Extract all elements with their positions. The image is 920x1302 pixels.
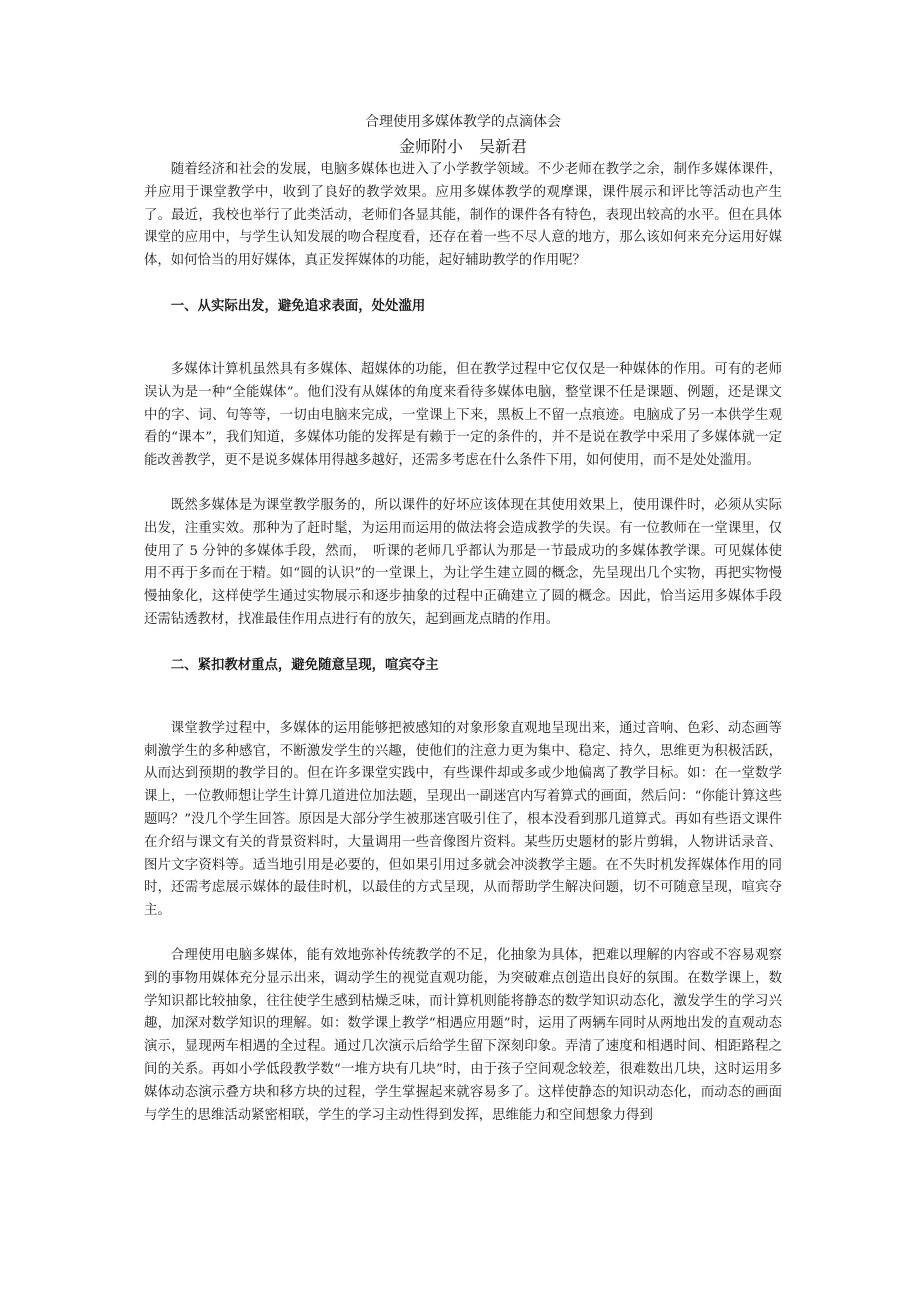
spacer — [144, 676, 782, 698]
spacer — [144, 273, 782, 295]
section1-heading: 一、从实际出发，避免追求表面，处处滥用 — [170, 297, 426, 314]
document-page — [144, 112, 782, 1127]
section2-heading: 二、紧扣教材重点，避免随意呈现，喧宾夺主 — [170, 656, 439, 673]
section2-paragraph-2: 合理使用电脑多媒体，能有效地弥补传统教学的不足，化抽象为具体，把难以理解的内容或不容易观察到的事物用媒体充分显示出来，调动学生的视觉直观功能，为突破难点创造出良好的氛围。在数学课上，数学知识都比较抽象，往往使学生感到枯燥乏味，而计算机则能将静态的数学知识动态化，激发学生的学习兴趣，加深对数学知识的理解。如：数学课上教学“相遇应用题”时，运用了两辆车同时从两地出发的直观动态演示，显现两车相遇的全过程。通过几次演示后给学生留下深刻印象。弄清了速度和相遇时间、相距路程之间的关系。再如小学低段教学数“一堆方块有几块”时，由于孩子空间观念较差，很难数出几块，这时运用多媒体动态演示叠方块和移方块的过程，学生掌握起来就容易多了。这样使静态的知识动态化，而动态的画面与学生的思维活动紧密相联，学生的学习主动性得到发挥，思维能力和空间想象力得到 — [144, 947, 782, 1123]
spacer — [144, 317, 782, 339]
author-line: 金师附小 吴新君 — [398, 137, 527, 156]
spacer — [144, 339, 782, 359]
document-title: 合理使用多媒体教学的点滴体会 — [365, 114, 561, 130]
section1-paragraph-1: 多媒体计算机虽然具有多媒体、超媒体的功能，但在教学过程中它仅仅是一种媒体的作用。可有的老师误认为是一种“全能媒体”。他们没有从媒体的角度来看待多媒体电脑，整堂课不任是课题、例题，还是课文中的字、词、句等等，一切由电脑来完成，一堂课上下来，黑板上不留一点痕迹。电脑成了另一本供学生观看的“课本”，我们知道，多媒体功能的发挥是有赖于一定的条件的，并不是说在教学中采用了多媒体就一定能改善教学，更不是说多媒体用得越多越好，还需多考虑在什么条件下用，如何使用，而不是处处滥用。 — [144, 361, 782, 469]
spacer — [144, 473, 782, 495]
spacer — [144, 632, 782, 654]
section2-paragraph-1: 课堂教学过程中，多媒体的运用能够把被感知的对象形象直观地呈现出来，通过音响、色彩、动态画等刺激学生的多种感官，不断激发学生的兴趣，使他们的注意力更为集中、稳定、持久，思维更为积极活跃，从而达到预期的教学目的。但在许多课堂实践中，有些课件却或多或少地偏离了教学目标。如：在一堂数学课上，一位教师想让学生计算几道进位加法题，呈现出一副迷宫内写着算式的画面，然后问：“你能计算这些题吗？”没几个学生回答。原因是大部分学生被那迷宫吸引住了，根本没看到那几道算式。再如有些语文课件在介绍与课文有关的背景资料时，大量调用一些音像图片资料。某些历史题材的影片剪辑，人物讲话录音、图片文字资料等。适当地引用是必要的，但如果引用过多就会冲淡教学主题。在不失时机发挥媒体作用的同时，还需考虑展示媒体的最佳时机，以最佳的方式呈现，从而帮助学生解决问题，切不可随意呈现，喧宾夺主。 — [144, 720, 782, 919]
spacer — [144, 923, 782, 945]
spacer — [144, 698, 782, 718]
intro-paragraph: 随着经济和社会的发展，电脑多媒体也进入了小学教学领域。不少老师在教学之余，制作多媒体课件，并应用于课堂教学中，收到了良好的教学效果。应用多媒体教学的观摩课，课件展示和评比等活动也产生了。最近，我校也举行了此类活动，老师们各显其能，制作的课件各有特色，表现出较高的水平。但在具体课堂的应用中，与学生认知发展的吻合程度看，还存在着一些不尽人意的地方，那么该如何来充分运用好媒体，如何恰当的用好媒体，真正发挥媒体的功能，起好辅助教学的作用呢？ — [144, 162, 782, 269]
section1-paragraph-2: 既然多媒体是为课堂教学服务的，所以课件的好坏应该体现在其使用效果上，使用课件时，必须从实际出发，注重实效。那种为了赶时髦，为运用而运用的做法将会造成教学的失误。有一位教师在一堂课里，仅使用了 5 分钟的多媒体手段，然而， 听课的老师几乎都认为那是一节最成功的多媒体教学课。可见媒体使用不再于多而在于精。如“圆的认识”的一堂课上，为让学生建立圆的概念，先呈现出几个实物，再把实物慢慢抽象化，这样使学生通过实物展示和逐步抽象的过程中正确建立了圆的概念。因此，恰当运用多媒体手段还需钻透教材，找准最佳作用点进行有的放矢，起到画龙点睛的作用。 — [144, 497, 782, 627]
